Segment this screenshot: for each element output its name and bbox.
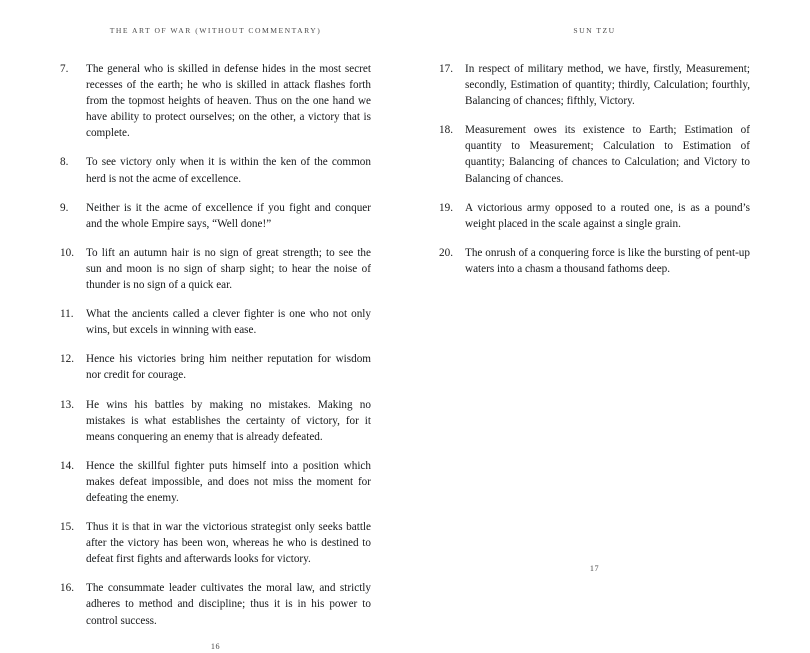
paragraph-text: Hence the skillful fighter puts himself into a position which makes defeat impossible, and does not miss the moment for defeating the enemy. <box>86 459 371 504</box>
paragraph-number: 20. <box>439 246 453 259</box>
left-page <box>0 0 405 651</box>
paragraph-number: 17. <box>439 63 453 75</box>
paragraph-number: 10. <box>60 246 74 259</box>
left-page-body <box>60 61 371 642</box>
running-head-left: THE ART OF WAR (WITHOUT COMMENTARY) <box>109 26 322 35</box>
paragraph-text: Measurement owes its existence to Earth; Estimation of quantity to Measurement; Calculation to Estimation of quantity; Balancing of chances to Calculation; and Victory to Balancing of chances. <box>465 124 750 185</box>
paragraph <box>60 397 371 445</box>
paragraph-number: 8. <box>60 156 69 169</box>
paragraph <box>60 580 371 628</box>
paragraph-text: The onrush of a conquering force is like the bursting of pent-up waters into a chasm a thousand fathoms deep. <box>465 246 750 275</box>
paragraph-text: To see victory only when it is within the ken of the common herd is not the acme of excellence. <box>86 156 371 185</box>
paragraph-number: 12. <box>60 353 74 366</box>
right-page-body <box>439 61 750 564</box>
paragraph-number: 11. <box>60 308 74 321</box>
paragraph-text: To lift an autumn hair is no sign of great strength; to see the sun and moon is no sign of sharp sight; to hear the noise of thunder is no sign of a quick ear. <box>86 246 371 292</box>
paragraph <box>60 306 371 338</box>
paragraph <box>60 351 371 383</box>
page-number-left: 16 <box>210 641 221 651</box>
paragraph-text: What the ancients called a clever fighter is one who not only wins, but excels in winning with ease. <box>86 308 371 337</box>
paragraph-text: Thus it is that in war the victorious strategist only seeks battle after the victory has been won, whereas he who is destined to defeat first fights and afterwards looks for victory. <box>86 521 371 566</box>
paragraph <box>60 519 371 567</box>
paragraph-number: 16. <box>60 582 74 595</box>
paragraph-text: He wins his battles by making no mistakes. Making no mistakes is what establishes the certainty of victory, for it means conquering an enemy that is already defeated. <box>86 398 371 443</box>
paragraph-number: 18. <box>439 124 453 137</box>
paragraph-number: 15. <box>60 521 74 534</box>
paragraph-text: A victorious army opposed to a routed one, is as a pound’s weight placed in the scale against a single grain. <box>465 201 750 230</box>
paragraph-number: 13. <box>60 398 74 411</box>
paragraph <box>60 245 371 293</box>
paragraph-text: The general who is skilled in defense hides in the most secret recesses of the earth; he who is skilled in attack flashes forth from the topmost heights of heaven. Thus on the one hand we have ability to protect ourselves; on the other, a victory that is complete. <box>86 63 371 140</box>
page-number-right: 17 <box>589 564 600 573</box>
paragraph-number: 19. <box>439 201 453 214</box>
paragraph-text: Neither is it the acme of excellence if you fight and conquer and the whole Empire says, “Well done!” <box>86 201 371 230</box>
paragraph <box>439 245 750 277</box>
paragraph <box>439 122 750 186</box>
paragraph <box>439 61 750 109</box>
paragraph-text: The consummate leader cultivates the moral law, and strictly adheres to method and discipline; thus it is in his power to control success. <box>86 582 371 627</box>
paragraph-number: 14. <box>60 459 74 472</box>
paragraph-number: 7. <box>60 63 69 75</box>
paragraph <box>60 458 371 506</box>
right-page <box>405 0 810 597</box>
paragraph-number: 9. <box>60 201 69 214</box>
paragraph <box>60 200 371 232</box>
paragraph-text: In respect of military method, we have, firstly, Measurement; secondly, Estimation of quantity; thirdly, Calculation; fourthly, Balancing of chances; fifthly, Victory. <box>465 63 750 108</box>
paragraph <box>60 61 371 141</box>
paragraph-text: Hence his victories bring him neither reputation for wisdom nor credit for courage. <box>86 353 371 382</box>
paragraph <box>60 154 371 186</box>
running-head-right: SUN TZU <box>573 26 616 35</box>
paragraph <box>439 200 750 232</box>
